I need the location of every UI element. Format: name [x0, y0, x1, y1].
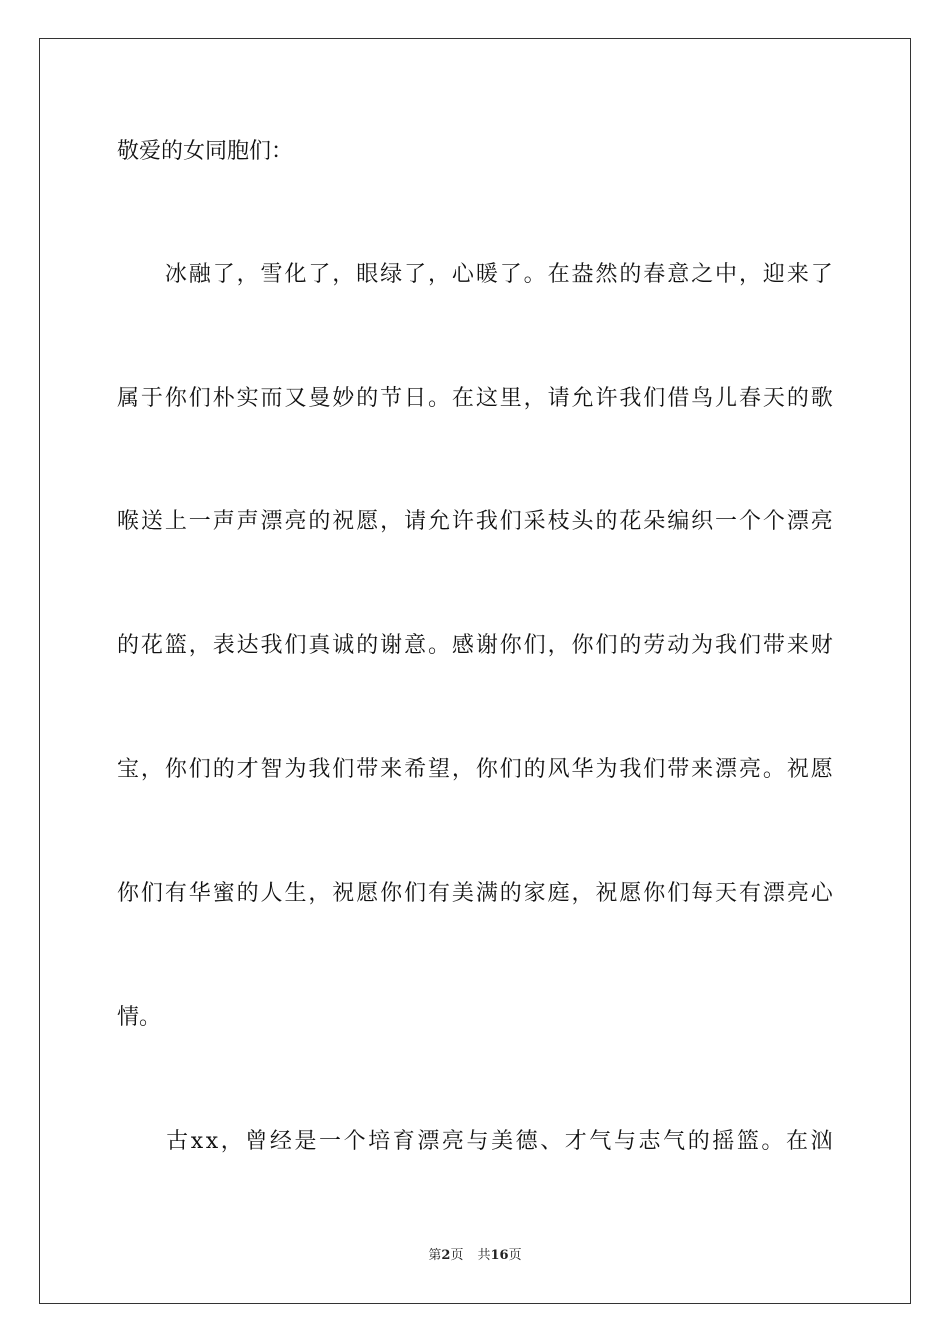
body-line-8: 古 x x ， 曾 经 是 一 个 培 育 漂 亮 与 美 德 、 才 气 与 志 气 的 摇 篮 。 在 汹 — [166, 1129, 833, 1154]
footer-page-number: 2 — [441, 1248, 451, 1263]
footer-total-prefix: 共 — [477, 1248, 491, 1263]
salutation: 敬爱的女同胞们： — [117, 139, 294, 164]
body-line-6: 你 们 有 华 蜜 的 人 生 ， 祝 愿 你 们 有 美 满 的 家 庭 ， 祝 愿 你 们 每 天 有 漂 亮 心 — [117, 881, 833, 906]
footer-page-suffix: 页 — [450, 1248, 464, 1263]
body-line-5: 宝 ， 你 们 的 才 智 为 我 们 带 来 希 望 ， 你 们 的 风 华 为 我 们 带 来 漂 亮 。 祝 愿 — [117, 757, 833, 782]
body-line-2: 属 于 你 们 朴 实 而 又 曼 妙 的 节 日 。 在 这 里 ， 请 允 许 我 们 借 鸟 儿 春 天 的 歌 — [117, 386, 833, 411]
body-line-1: 冰 融 了 ， 雪 化 了 ， 眼 绿 了 ， 心 暖 了 。 在 盎 然 的 春 意 之 中 ， 迎 来 了 — [164, 262, 833, 287]
page-footer — [0, 1247, 950, 1265]
footer-total-pages: 16 — [490, 1248, 509, 1263]
footer-total-suffix: 页 — [508, 1248, 522, 1263]
body-line-4: 的 花 篮 ， 表 达 我 们 真 诚 的 谢 意 。 感 谢 你 们 ， 你 们 的 劳 动 为 我 们 带 来 财 — [117, 633, 833, 658]
body-line-3: 喉 送 上 一 声 声 漂 亮 的 祝 愿 ， 请 允 许 我 们 采 枝 头 的 花 朵 编 织 一 个 个 漂 亮 — [117, 509, 833, 534]
page-border — [39, 38, 911, 1304]
footer-page-prefix: 第 — [428, 1248, 442, 1263]
body-line-7: 情。 — [117, 1005, 162, 1030]
